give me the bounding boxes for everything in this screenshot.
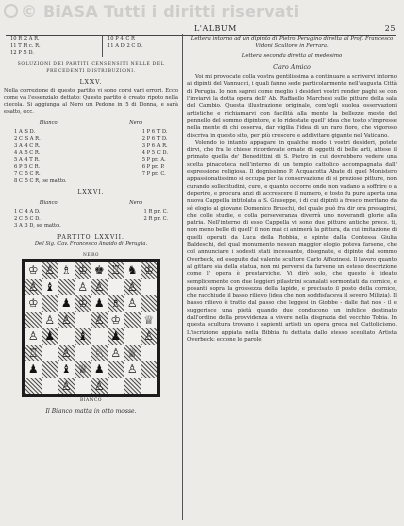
section-lxxvi-title: LXXVI. [77, 189, 105, 196]
chess-piece-icon: ♔ [27, 263, 39, 278]
chess-piece-icon: ♟ [110, 329, 122, 344]
chess-piece-icon: ♙ [44, 263, 56, 278]
board-square [25, 279, 42, 296]
lxxv-moves [4, 129, 178, 185]
move-line: 5 P pr. A. [141, 157, 166, 163]
chess-piece-icon: ♖ [110, 263, 122, 278]
move-line: 7 C 5 C R. [14, 171, 41, 177]
chess-piece-icon: ♙ [143, 329, 155, 344]
board-square [25, 328, 42, 345]
board-square [58, 328, 75, 345]
board-square [91, 295, 108, 312]
board-square [25, 295, 42, 312]
board-square [124, 312, 141, 329]
board-square [91, 345, 108, 362]
chess-piece-icon: ♙ [27, 329, 39, 344]
left-column [4, 36, 178, 415]
board-square [141, 361, 158, 378]
move-line: 6 P pr. P. [141, 164, 165, 170]
chess-piece-icon: ♟ [93, 296, 105, 311]
chess-piece-icon: ♟ [44, 329, 56, 344]
board-square [108, 295, 125, 312]
chess-piece-icon: ♝ [60, 362, 72, 377]
letter-paragraph-1: Voi mi provocate colla vostra gentilissima a continuare a scrivervi intorno ai dipinti del Vannucci, i quali fanno sede particolarmente nell'augusta Città di Perugia. Io non saprei come meglio i desideri vostri render paghi se con l'inviarvi la dotta opera dell' Ab. Raffaello Marchesi sulle pitture della sala del Cambio. Questa illustrazione originale, com'egli suolea osservazioni artistiche e richiamarvi con facilità alla mente la bellezze meste del pennello del sommo dipintore, e lo ridestate quell' idea che tosto s'impresse nella mente di chi osserva, dar vigilia l'idea di un raro fiore, che vigoroso discriva in questo sito, per più crescere e addivitare gigante nel Vaticano. [187, 74, 398, 139]
board-square [91, 378, 108, 395]
page-header [6, 22, 396, 34]
chess-piece-icon: ♗ [110, 296, 122, 311]
move-line: 5 A 4 T R. [14, 157, 40, 163]
board-square [58, 312, 75, 329]
board-square [25, 312, 42, 329]
move-line: 6 P 5 C R. [14, 164, 41, 170]
board-square [58, 279, 75, 296]
board-square [75, 295, 92, 312]
chess-piece-icon: ♙ [27, 279, 39, 294]
board-square [108, 378, 125, 395]
board-square [91, 279, 108, 296]
board-square [124, 378, 141, 395]
move-line: 3 P 6 A R. [141, 143, 168, 149]
solutions-title: SOLUZIONI DEI PARTITI CENSENSITI NELLE DEL PRECEDENTI DISTRIBUZIONI. [17, 62, 165, 74]
chess-piece-icon: ♟ [27, 362, 39, 377]
board-square [25, 345, 42, 362]
board-square [25, 262, 42, 279]
chess-piece-icon: ♙ [60, 312, 72, 327]
chess-piece-icon: ♙ [60, 378, 72, 393]
black-header: Nero [129, 120, 143, 126]
top-moves-black [102, 36, 172, 57]
chess-piece-icon: ♔ [77, 263, 89, 278]
chess-piece-icon: ♟ [60, 296, 72, 311]
board-square [124, 295, 141, 312]
board-square [91, 361, 108, 378]
chess-piece-icon: ♙ [44, 312, 56, 327]
chess-piece-icon: ♝ [44, 279, 56, 294]
lxxvi-moves [4, 209, 178, 230]
column-divider [182, 34, 183, 520]
chess-piece-icon: ♙ [93, 378, 105, 393]
move-line: 8 C 5 C R, se matto. [14, 178, 67, 184]
chess-piece-icon: ♙ [77, 279, 89, 294]
board-square [124, 262, 141, 279]
board-square [108, 361, 125, 378]
letter-greeting: Caro Amico [273, 62, 311, 71]
chess-piece-icon: ♔ [27, 296, 39, 311]
chess-piece-icon: ♕ [143, 312, 155, 327]
board-square [75, 378, 92, 395]
chess-piece-icon: ♙ [60, 345, 72, 360]
chess-piece-icon: ♙ [126, 296, 138, 311]
section-lxxv-text: Nella correzione di questo partito vi sono corsi vari errori. Ecco come va l'essenzialo dettato: Questo partito è creato ripoto nella ciecola. Si aggiunga al Nero un Pedone in 5 di Donna, e sarà esatto, ecc. [4, 88, 178, 115]
board-square [75, 262, 92, 279]
chess-piece-icon: ♖ [27, 345, 39, 360]
chess-piece-icon: ♔ [110, 312, 122, 327]
move-line: 1 A S D. [14, 129, 36, 135]
move-line: 3 A 3 D, se matto. [14, 223, 61, 229]
chess-piece-icon: ♔ [143, 263, 155, 278]
white-header: Bianco [39, 120, 58, 126]
board-square [141, 345, 158, 362]
move-line: 4 A 5 C R. [14, 150, 41, 156]
lxxv-white-moves [14, 129, 67, 185]
lxxvii-author: Del Sig. Cav. Francesco Anaido di Perugia. [34, 241, 148, 247]
move-line: 2 P 6 T D. [141, 136, 168, 142]
board-square [42, 378, 59, 395]
diagram-caption: Il Bianco matta in otto mosse. [45, 408, 137, 415]
page-title: L'ALBUM [193, 23, 237, 33]
chess-board [22, 259, 160, 397]
chess-piece-icon: ♙ [126, 362, 138, 377]
board-square [141, 295, 158, 312]
move-line: 3 A 4 C R. [14, 143, 41, 149]
chess-piece-icon: ♘ [93, 345, 105, 360]
board-square [42, 361, 59, 378]
move-line: 10 R 2 A R. [10, 36, 40, 42]
board-square [108, 345, 125, 362]
section-lxxv-title: LXXV. [79, 79, 103, 86]
board-square [58, 262, 75, 279]
move-line: 1 C 4 A D. [14, 209, 41, 215]
watermark [4, 0, 404, 22]
section-lxxvii-title: PARTITO LXXVII. [57, 234, 125, 241]
lxxvi-column-headers [4, 200, 178, 207]
board-square [75, 279, 92, 296]
board-square [91, 312, 108, 329]
watermark-text: © BiASA Tutti i diritti riservati [21, 1, 300, 21]
white-header: Bianco [39, 200, 58, 206]
letter-subtitle: Lettera seconda diretta al medesimo [241, 52, 343, 59]
lxxv-black-moves [142, 129, 168, 185]
board-square [141, 378, 158, 395]
board-square [141, 328, 158, 345]
board-square [42, 345, 59, 362]
chess-piece-icon: ♞ [126, 263, 138, 278]
board-square [124, 361, 141, 378]
board-square [25, 361, 42, 378]
move-line: 12 P 5 D. [10, 50, 34, 56]
move-line: 10 P 4 C R [107, 36, 135, 42]
move-line: 4 P 5 C D. [141, 150, 168, 156]
board-square [58, 295, 75, 312]
board-top-label: NERO [83, 253, 99, 258]
board-square [108, 312, 125, 329]
chess-piece-icon: ♚ [93, 263, 105, 278]
board-square [42, 312, 59, 329]
move-line: 2 R pr. C. [143, 216, 168, 222]
top-moves [4, 36, 178, 57]
board-square [75, 312, 92, 329]
chess-piece-icon: ♟ [93, 362, 105, 377]
move-line: 2 C S A R. [14, 136, 41, 142]
letter-intro: Lettera intorno ad un dipinto di Pietro Perugino diretta al Prof. Francesco Vidoni Scultore in Ferrara. [190, 36, 394, 50]
lxxvi-black-moves [144, 209, 168, 230]
chess-piece-icon: ♙ [126, 279, 138, 294]
top-moves-white [10, 36, 80, 57]
board-square [91, 328, 108, 345]
lxxv-column-headers [4, 120, 178, 127]
board-square [58, 378, 75, 395]
move-line: 1 P 6 T D. [141, 129, 168, 135]
chess-piece-icon: ♔ [77, 296, 89, 311]
board-square [124, 279, 141, 296]
move-line: 2 C 5 C D. [14, 216, 41, 222]
board-square [124, 328, 141, 345]
board-square [75, 328, 92, 345]
move-line: 11 T R c. R. [10, 43, 41, 49]
board-square [75, 361, 92, 378]
board-square [141, 262, 158, 279]
move-line: 1 R pr. C. [143, 209, 168, 215]
lxxvi-white-moves [14, 209, 61, 230]
board-square [42, 279, 59, 296]
move-line: 7 P pr. C. [141, 171, 166, 177]
chess-piece-icon: ♙ [93, 312, 105, 327]
letter-paragraph-2: Volendo io intanto appagare in qualche modo i vostri desideri, potete dirvi, che fra le chiese ricordevate ornate di oggetti di belle arti, attese il primato quella de' Benedittini di S. Pietro in cui dovrebbero vedere una scelta pinacoteca nell'interno di un tempio cattolico accompagnata dall' espressione religiosa. Il degnissimo P. Acquacotta Abate di quel Monistero appassionatissimo si occupa per la conservazione di si preziose pitture, non curando sollecitudini, cure, e quanto occorre onde non vadano a soffrire o a deperire, e procura anzi di accrescere il numero, e tosto fu pure aperta una nuova Cappella intitolata a S. Giuseppe, i di cui dipinti a fresco meritano da sé elogio al giovane Domenico Bruschi, del quale può fra dir ora presagirsi, che colle studie, e colla perseveranza diverrà uno noverandi glorie alla patria. Nell'interno di esso Cappella vi sono due pitture antiche prece. ti, non meno belle di quell' il non mai ci animerà la pittura, da cui imitazione di quelli operati da Luca della Robbia, e spinte dalla Contessa Giulia Baldeschi, del qual monumento nessun maggior elogio poteva farsene, che col annunciare i sodesti stati incessante, disegnate, e dipinte dal sommo Overbeck, ed eseguite dal valente scultore Carlo Affezinesi. Il lavoro quanto al gittare sia della statua, non mi perversi da farvene un esteso descrizione come l' opera è prestarviche. Vi dirò solo, che questo è ideato semplicemente con due leggieri pilastrini scanalati sormontati da cornice, e posanti sopra la grossezza della lapide, e precisato il posto della cornice, che racchiude il basso rilievo (idea che non soddisfaceva il severo Milizia). Il basso rilievo è tratto dal passo che leggesi in Giobbe - dalle fiat nos - il e suggerisce una pietà quando due conducono un infelice destinato dall'ordine della provvidenza a vivere nella disgrazia del vecchio Tobia. In questa scultura trovano i sapienti artisti un opera greca nel Cattolicismo. L'iscrizione appiata nella Bibbia fu dettata dallo stesso sceuliato Artista Overbeck: eccone le parole [187, 139, 397, 343]
black-header: Nero [129, 200, 143, 206]
chess-piece-icon: ♕ [77, 362, 89, 377]
board-square [108, 262, 125, 279]
chess-piece-icon: ♕ [126, 345, 138, 360]
move-line: 11 A D 2 C D. [107, 43, 143, 49]
board-square [25, 378, 42, 395]
chess-piece-icon: ♙ [110, 345, 122, 360]
copyright-icon [4, 4, 18, 18]
board-square [91, 262, 108, 279]
right-column [187, 36, 397, 344]
chess-piece-icon: ♗ [60, 263, 72, 278]
board-square [42, 295, 59, 312]
board-square [75, 345, 92, 362]
page-number: 25 [384, 23, 396, 33]
chess-diagram [22, 252, 160, 404]
board-square [42, 262, 59, 279]
board-square [108, 328, 125, 345]
board-bottom-label: BIANCO [80, 398, 102, 403]
board-square [141, 279, 158, 296]
board-square [124, 345, 141, 362]
board-square [58, 345, 75, 362]
board-square [108, 279, 125, 296]
chess-piece-icon: ♙ [93, 279, 105, 294]
board-square [141, 312, 158, 329]
board-square [58, 361, 75, 378]
chess-piece-icon: ♝ [77, 329, 89, 344]
board-square [42, 328, 59, 345]
